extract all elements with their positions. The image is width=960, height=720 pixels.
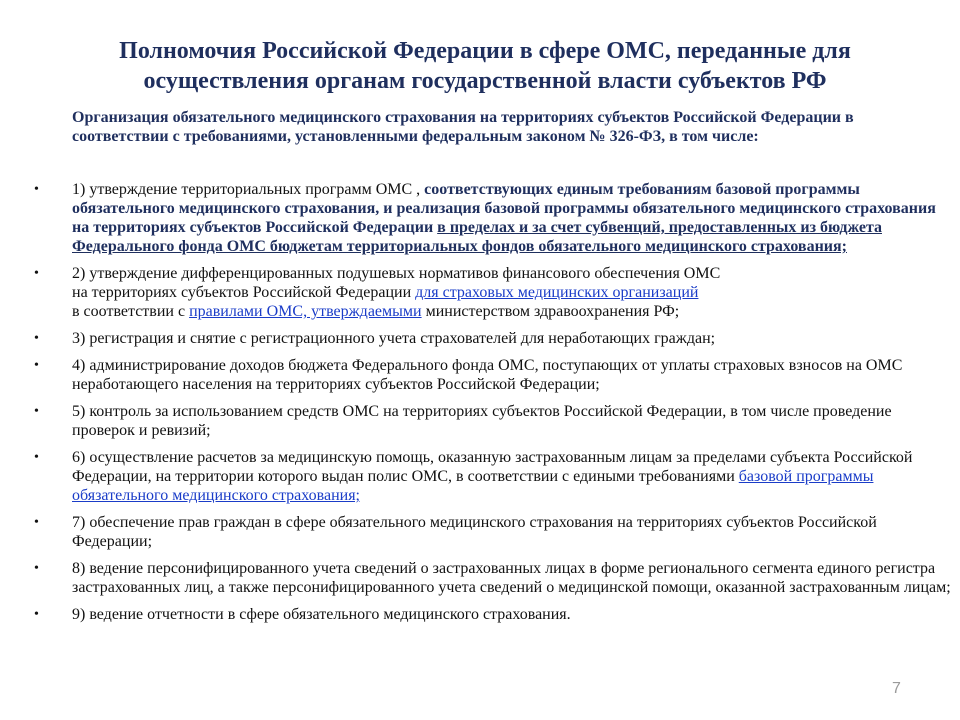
item-2-text-d: в соответствии с <box>72 303 190 320</box>
list-item-1 <box>0 180 952 256</box>
item-1-emphasis: соответствующих единым требованиям базовой программы обязательного медицинского страхования, и реализация базовой программы обязательного медицинского страхования на территориях субъектов Российской Федерации <box>72 181 936 236</box>
item-6-link-base-program[interactable]: базовой программы обязательного медицинского страхования; <box>72 468 874 504</box>
bullet-icon: • <box>34 450 39 465</box>
list-item-7 <box>0 513 952 551</box>
list-item-3 <box>0 329 952 348</box>
page-number: 7 <box>892 680 901 697</box>
item-2-link-insurers[interactable]: для страховых медицинских организаций <box>415 284 699 301</box>
item-2-text-b: на территориях субъектов Российской Федерации <box>72 284 416 301</box>
item-9-text: 9) ведение отчетности в сфере обязательного медицинского страхования. <box>72 606 571 623</box>
list-item-4 <box>0 356 952 394</box>
item-7-text: 7) обеспечение прав граждан в сфере обязательного медицинского страхования на территориях субъектов Российской Федерации; <box>72 514 877 550</box>
item-8-text: 8) ведение персонифицированного учета сведений о застрахованных лицах в форме регионального сегмента единого регистра застрахованных лиц, а также персонифицированного учета сведений о медицинской помощи, оказанной застрахованным лицам; <box>72 560 951 596</box>
powers-list <box>0 180 960 632</box>
bullet-icon: • <box>34 266 39 281</box>
item-1-underlined: в пределах и за счет субвенций, предоставленных из бюджета Федерального фонда ОМС бюджетам территориальных фондов обязательного медицинского страхования; <box>72 219 882 255</box>
bullet-icon: • <box>34 404 39 419</box>
slide-title: Полномочия Российской Федерации в сфере ОМС, переданные для осуществления органам государственной власти субъектов РФ <box>119 38 851 94</box>
item-4-text: 4) администрирование доходов бюджета Федерального фонда ОМС, поступающих от уплаты страховых взносов на ОМС неработающего населения на территориях субъектов Российской Федерации; <box>72 357 903 393</box>
item-1-text: 1) утверждение территориальных программ ОМС , <box>72 181 425 198</box>
list-item-9 <box>0 605 952 624</box>
list-item-6 <box>0 448 952 505</box>
list-item-8 <box>0 559 952 597</box>
item-2-text-a: 2) утверждение дифференцированных подушевых нормативов финансового обеспечения ОМС <box>72 265 721 282</box>
bullet-icon: • <box>34 607 39 622</box>
item-6-text: 6) осуществление расчетов за медицинскую помощь, оказанную застрахованным лицам за пределами субъекта Российской Федерации, на территории которого выдан полис ОМС, в соответствии с едиными требованиями <box>72 449 913 485</box>
bullet-icon: • <box>34 515 39 530</box>
item-5-text: 5) контроль за использованием средств ОМС на территориях субъектов Российской Федерации, в том числе проведение проверок и ревизий; <box>72 403 892 439</box>
bullet-icon: • <box>34 331 39 346</box>
bullet-icon: • <box>34 182 39 197</box>
item-2-link-rules[interactable]: правилами ОМС, утверждаемыми <box>189 303 422 320</box>
list-item-5 <box>0 402 952 440</box>
bullet-icon: • <box>34 358 39 373</box>
list-item-2 <box>0 264 952 321</box>
intro-paragraph: Организация обязательного медицинского страхования на территориях субъектов Российской Федерации в соответствии с требованиями, установленными федеральным законом № 326-ФЗ, в том числе: <box>72 109 854 145</box>
item-2-text-f: министерством здравоохранения РФ; <box>421 303 680 320</box>
item-3-text: 3) регистрация и снятие с регистрационного учета страхователей для неработающих граждан; <box>72 330 716 347</box>
bullet-icon: • <box>34 561 39 576</box>
